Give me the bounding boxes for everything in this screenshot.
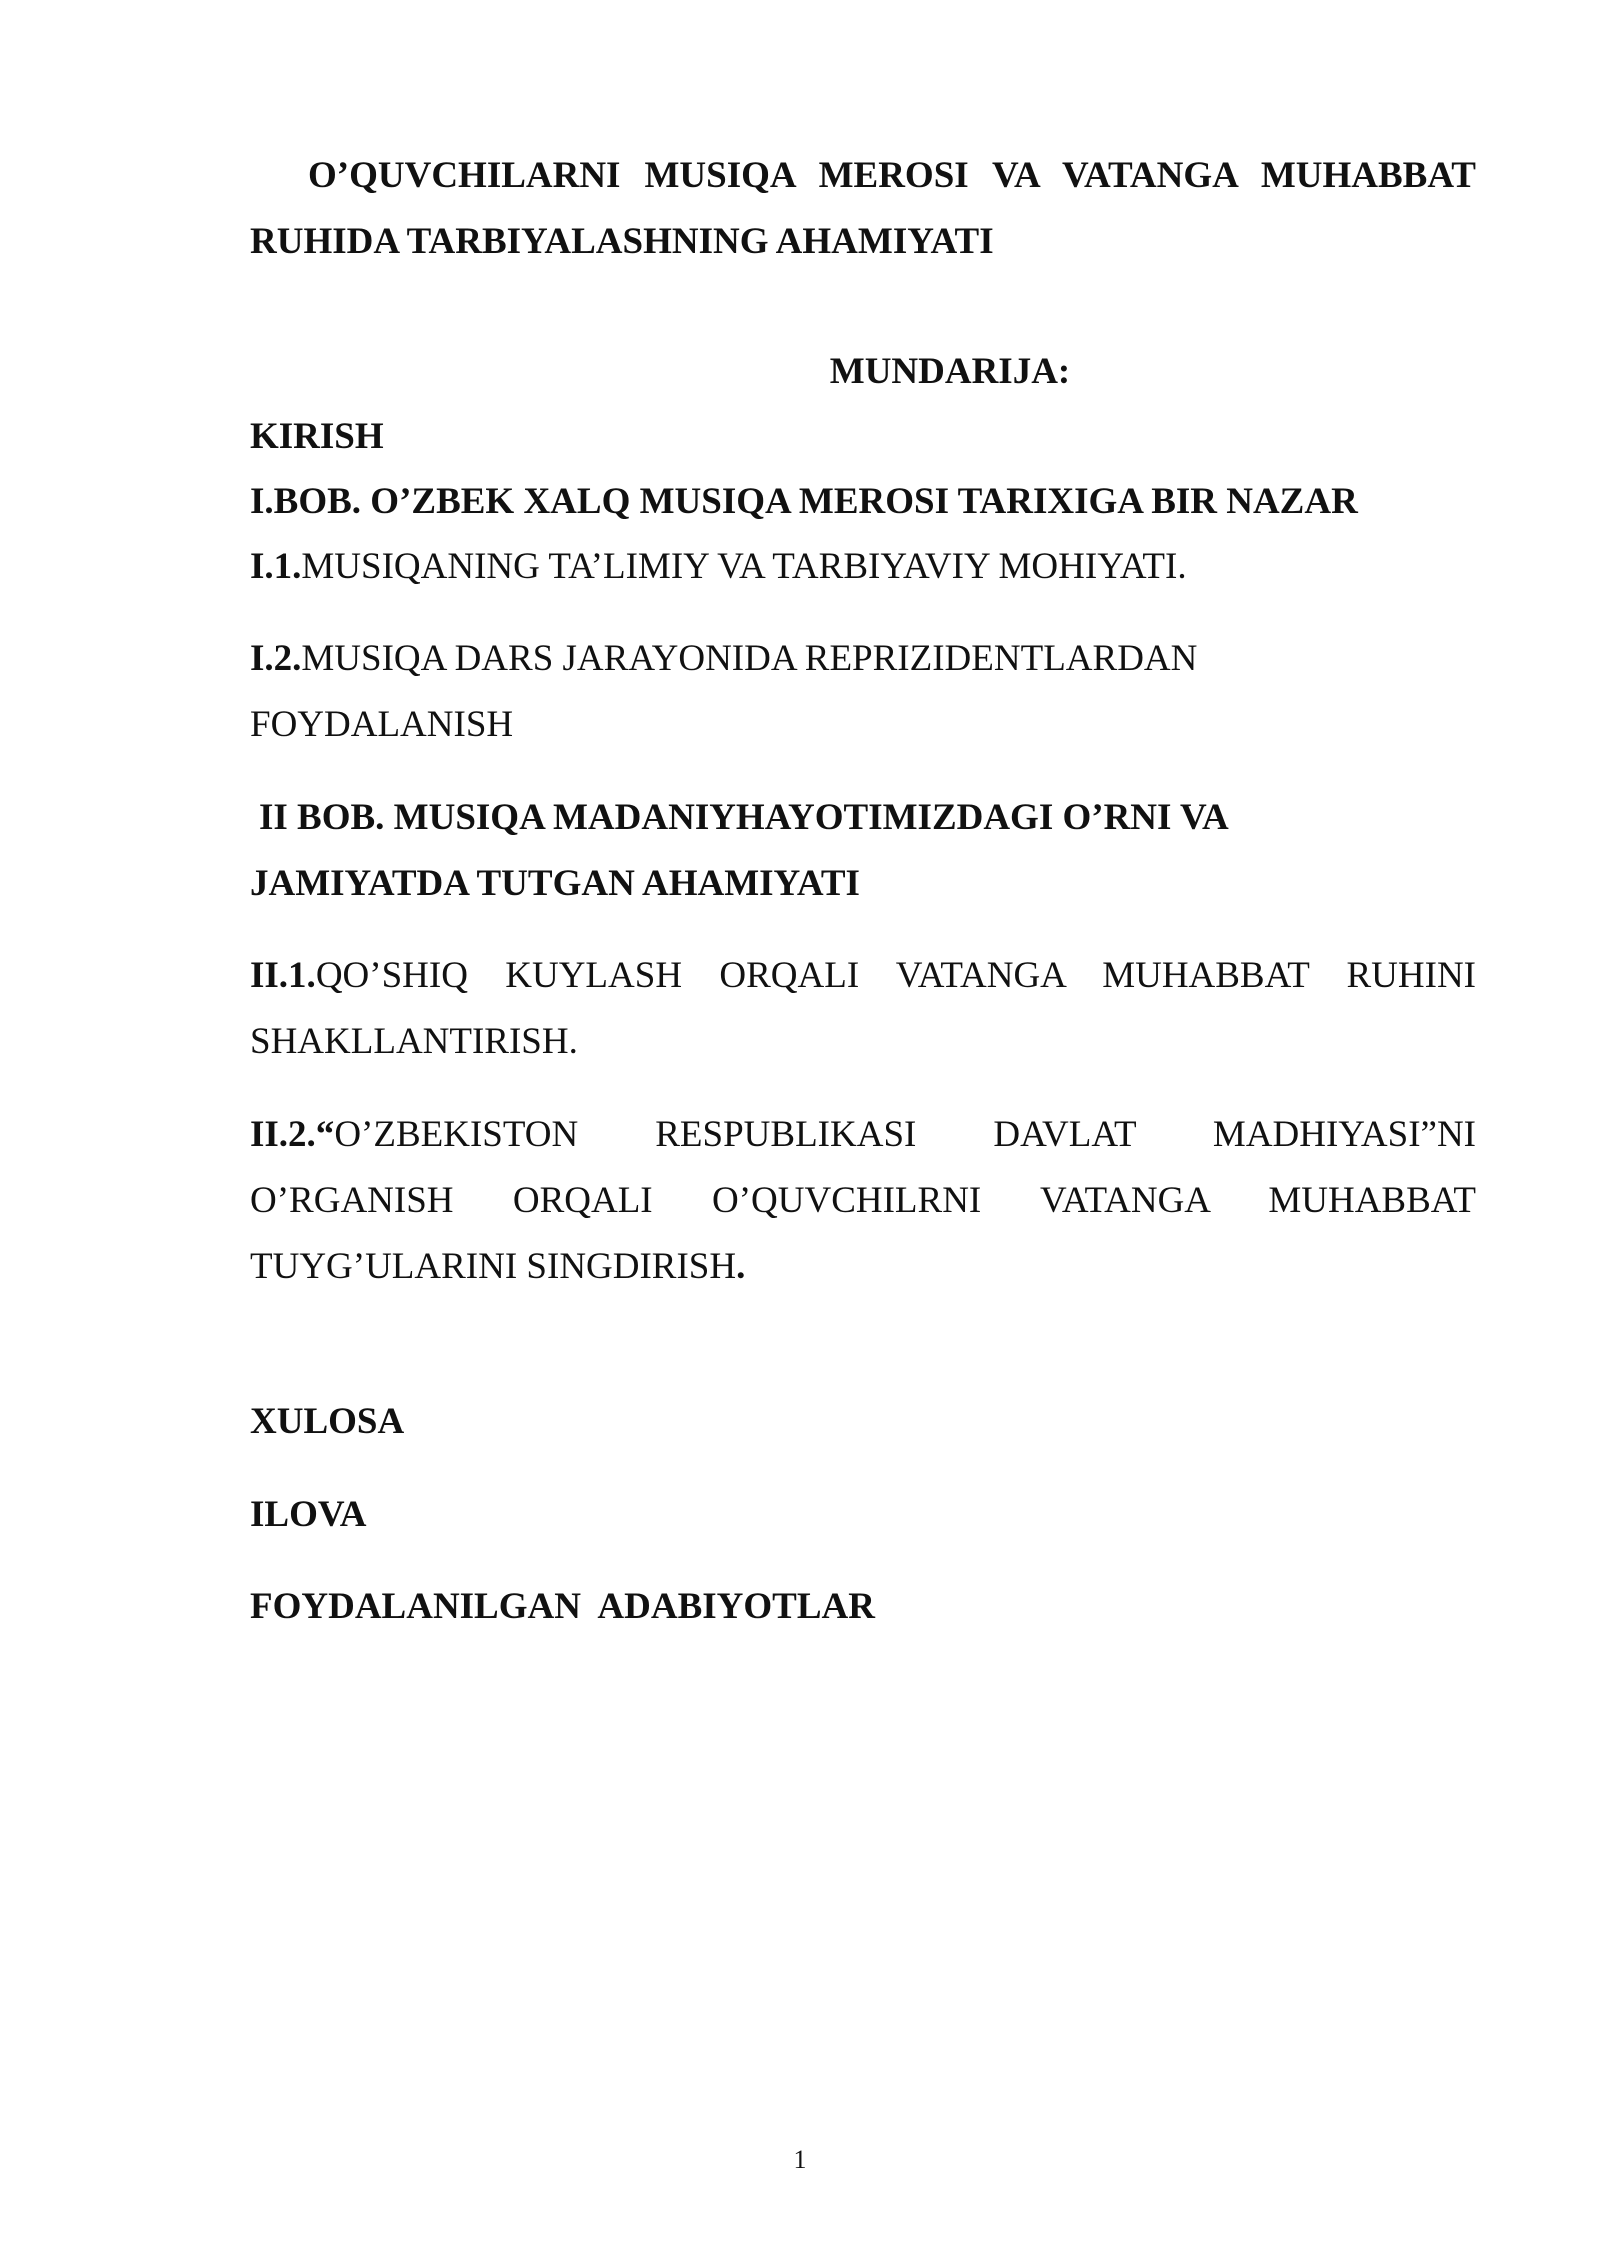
toc-section-2-2: [250, 1102, 1476, 1300]
toc-chapter-1: I.BOB. O’ZBEK XALQ MUSIQA MEROSI TARIXIGA BIR NAZAR: [250, 481, 1358, 522]
toc-section-1-2: [250, 626, 1310, 758]
page-number: 1: [793, 2145, 807, 2174]
toc-item-intro: KIRISH: [250, 416, 384, 457]
toc-section-2-1: [250, 943, 1476, 1075]
section-title: MUSIQANING TA’LIMIY VA TARBIYAVIY MOHIYATI.: [301, 546, 1187, 587]
section-number: II.2.“: [250, 1114, 335, 1155]
toc-item-appendix: ILOVA: [250, 1494, 367, 1535]
section-number: II.1.: [250, 955, 316, 996]
section-title: MUSIQA DARS JARAYONIDA REPRIZIDENTLARDAN FOYDALANISH: [250, 638, 1198, 745]
toc-section-1-1: [250, 534, 1476, 600]
section-end-mark: .: [736, 1246, 746, 1287]
toc-chapter-2: II BOB. MUSIQA MADANIYHAYOTIMIZDAGI O’RNI VA JAMIYATDA TUTGAN AHAMIYATI: [250, 797, 1227, 904]
section-number: I.2.: [250, 638, 302, 679]
section-title: QO’SHIQ KUYLASH ORQALI VATANGA MUHABBAT RUHINI SHAKLLANTIRISH.: [250, 955, 1476, 1062]
toc-heading: MUNDARIJA:: [829, 351, 1071, 392]
toc-item-references: FOYDALANILGAN ADABIYOTLAR: [250, 1586, 875, 1627]
section-title: O’ZBEKISTON RESPUBLIKASI DAVLAT MADHIYASI”NI O’RGANISH ORQALI O’QUVCHILRNI VATANGA MUHABBAT TUYG’ULARINI SINGDIRISH: [250, 1114, 1476, 1287]
toc-item-conclusion: XULOSA: [250, 1401, 405, 1442]
section-number: I.1.: [250, 546, 302, 587]
document-title: O’QUVCHILARNI MUSIQA MEROSI VA VATANGA MUHABBAT RUHIDA TARBIYALASHNING AHAMIYATI: [250, 155, 1476, 262]
